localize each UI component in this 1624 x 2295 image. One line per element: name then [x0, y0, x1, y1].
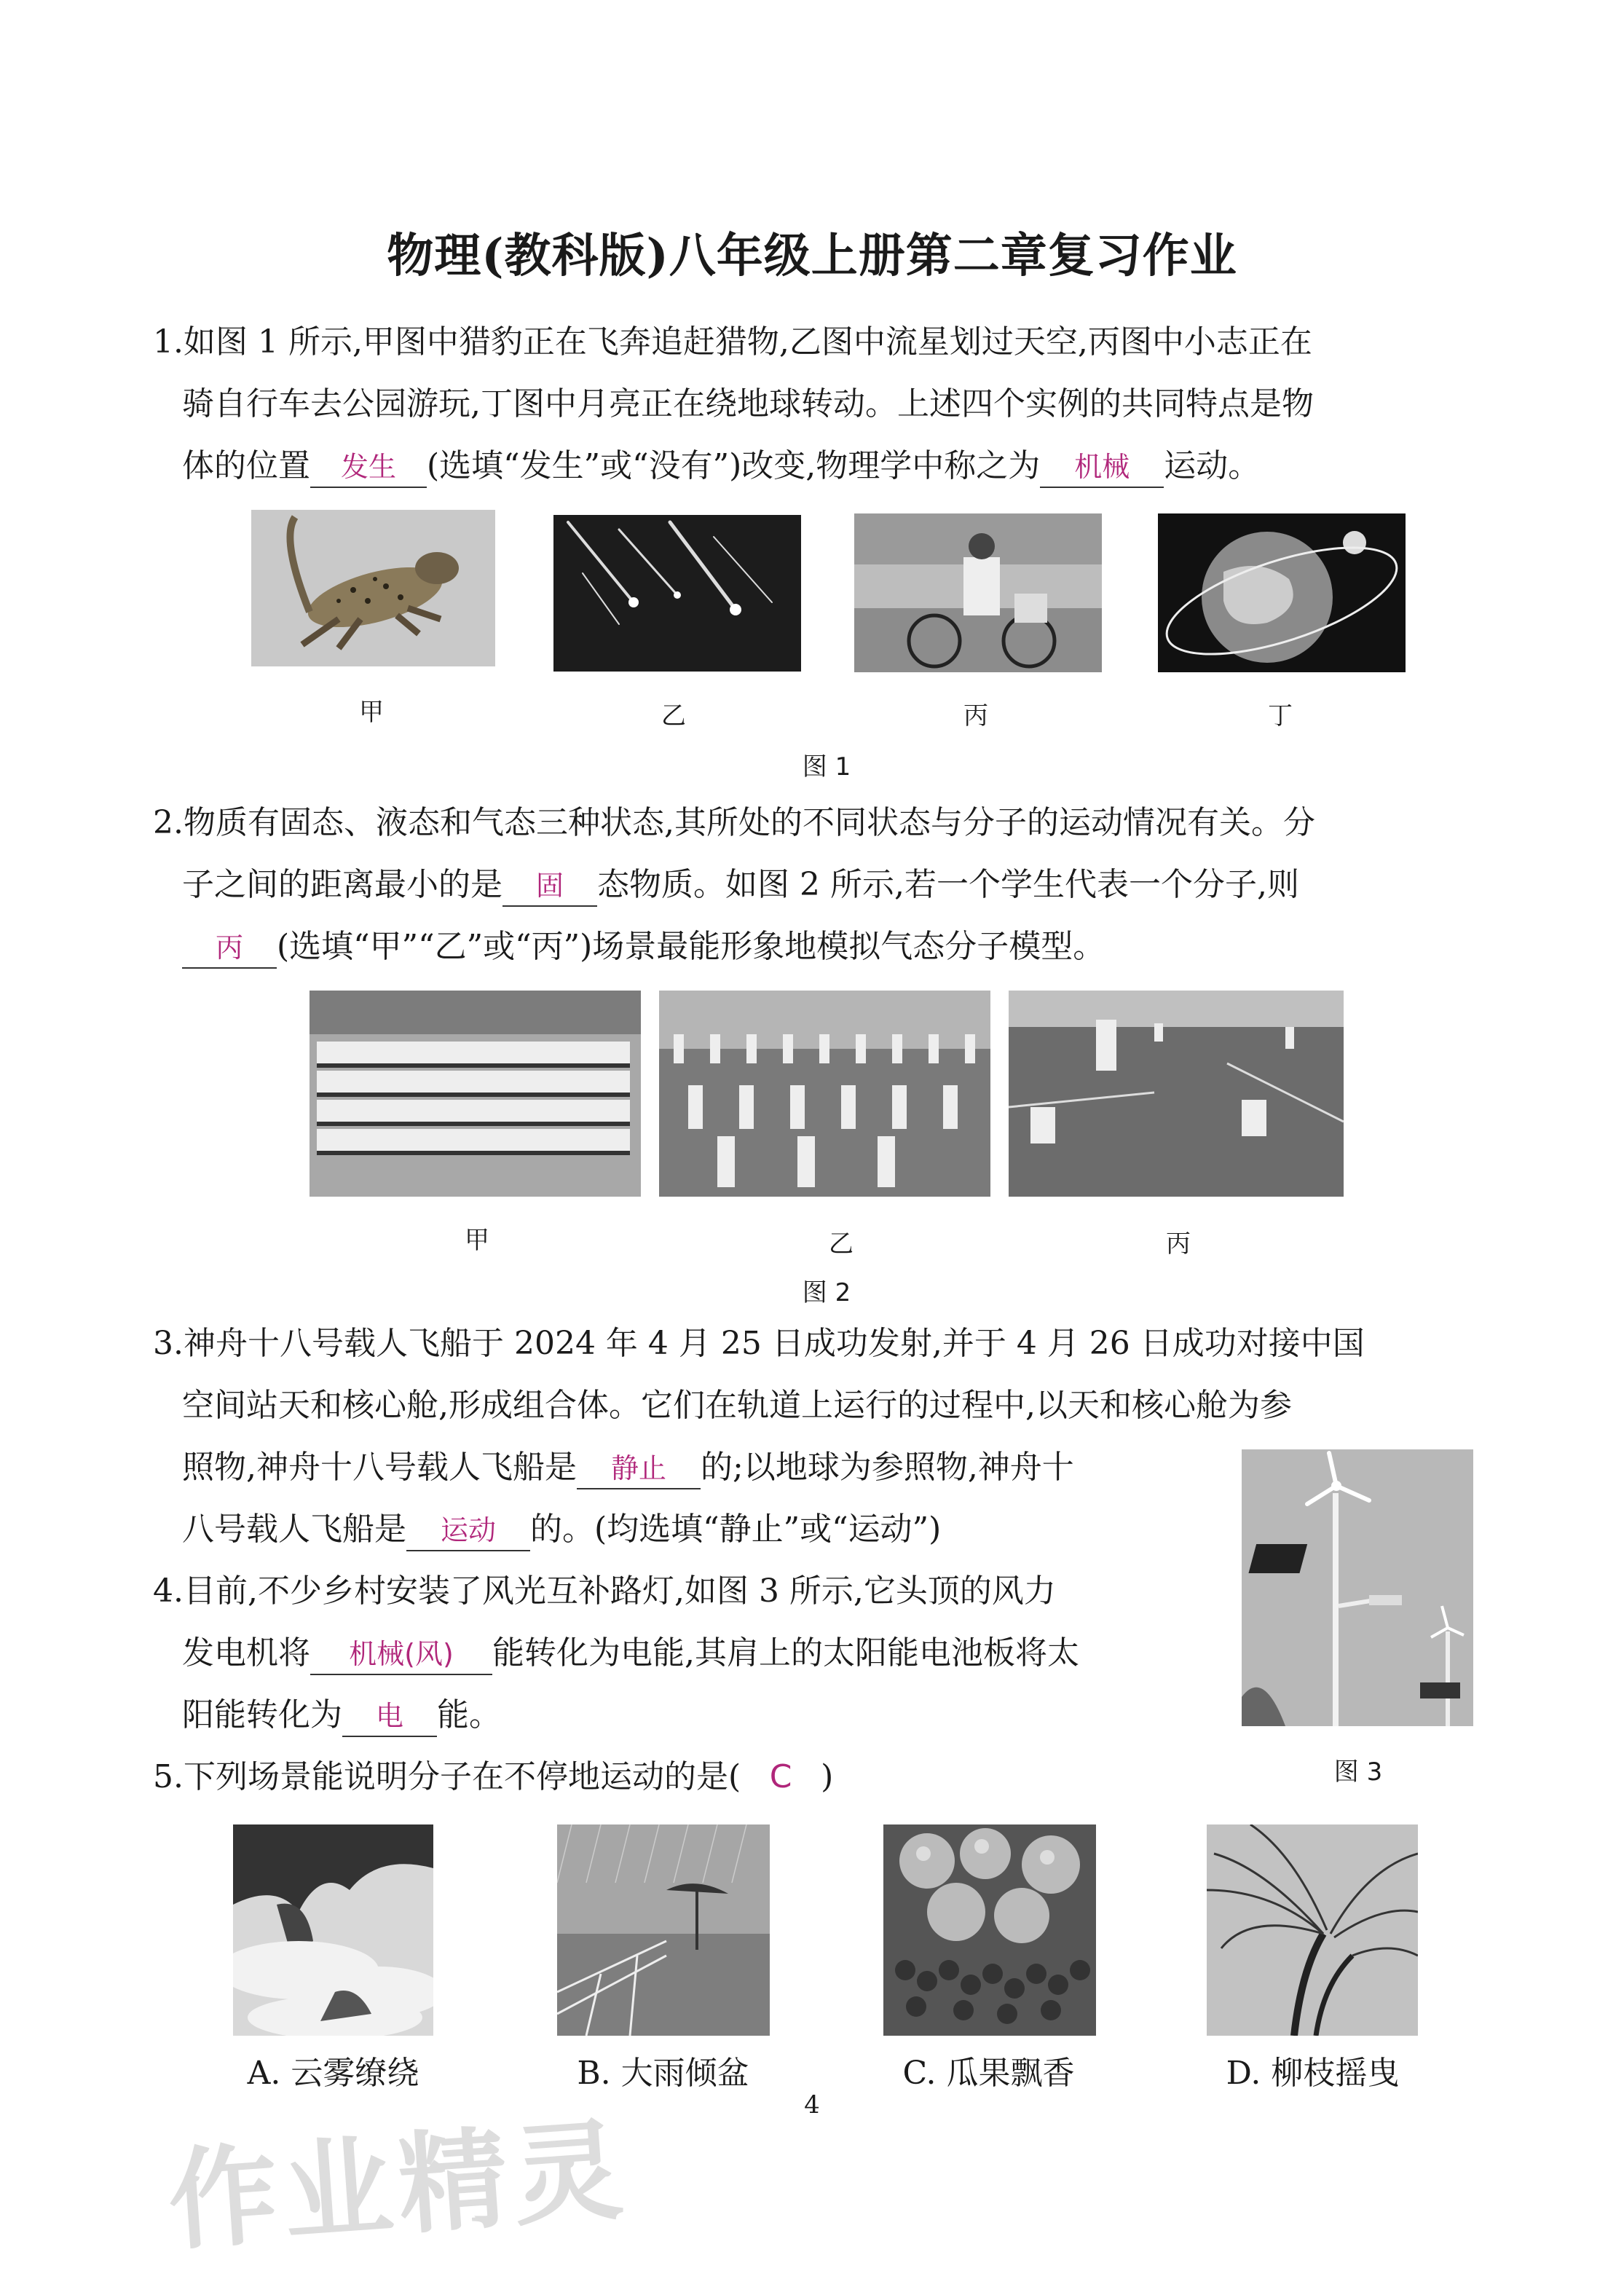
q2-text-a: 子之间的距离最小的是 [182, 866, 502, 903]
q3-answer-blank-1: 静止 [577, 1449, 701, 1489]
option-d-willow-image [1207, 1824, 1418, 2036]
q3-text-a: 照物,神舟十八号载人飞船是 [182, 1449, 577, 1486]
option-b-rain-image [557, 1824, 770, 2036]
q3-answer-blank-2: 运动 [406, 1511, 530, 1551]
q4-answer-blank-2: 电 [342, 1696, 437, 1737]
q2-line2 [182, 863, 1299, 907]
q1-line3 [182, 444, 1260, 488]
q4-line2 [182, 1631, 1079, 1675]
option-a-label: A. 云雾缭绕 [247, 2055, 419, 2092]
q1-line1: 1.如图 1 所示,甲图中猎豹正在飞奔追赶猎物,乙图中流星划过天空,丙图中小志正在 [153, 323, 1312, 361]
figure2-scattered-students-image [1009, 991, 1344, 1197]
q4-answer-blank-1: 机械(风) [310, 1634, 492, 1675]
q4-text-a: 发电机将 [182, 1634, 310, 1672]
q3-text-c: 八号载人飞船是 [182, 1511, 406, 1548]
figure1-meteor-image [553, 515, 801, 672]
watermark-logo: 作业精灵 [164, 2107, 633, 2266]
figure1-caption-a: 甲 [359, 698, 384, 727]
option-a-clouds-image [233, 1824, 433, 2036]
option-d-label: D. 柳枝摇曳 [1226, 2055, 1400, 2092]
page-title: 物理(教科版)八年级上册第二章复习作业 [387, 229, 1237, 283]
q3-line1: 3.神舟十八号载人飞船于 2024 年 4 月 25 日成功发射,并于 4 月 26 日成功对接中国 [153, 1325, 1365, 1362]
q1-answer-blank-2: 机械 [1040, 447, 1164, 488]
figure1-caption-d: 丁 [1268, 701, 1293, 731]
figure2-caption-a: 甲 [465, 1226, 489, 1255]
q2-answer-blank-2: 丙 [182, 928, 277, 969]
figure1-bicycle-image [854, 513, 1102, 672]
q3-text-d: 的。(均选填“静止”或“运动”) [530, 1511, 942, 1548]
option-c-label: C. 瓜果飘香 [902, 2055, 1075, 2092]
figure2-spread-crowd-image [659, 991, 990, 1197]
figure3-label: 图 3 [1333, 1757, 1383, 1787]
q3-line4 [182, 1508, 941, 1551]
q2-text-b: 态物质。如图 2 所示,若一个学生代表一个分子,则 [597, 866, 1299, 903]
q2-answer-blank-1: 固 [502, 866, 597, 907]
q5-text: 5.下列场景能说明分子在不停地运动的是( [153, 1758, 741, 1795]
figure1-label: 图 1 [802, 752, 851, 782]
q1-answer-blank-1: 发生 [310, 447, 427, 488]
option-c-fruit-image [883, 1824, 1096, 2036]
q4-text-d: 能。 [437, 1696, 501, 1733]
figure2-label: 图 2 [802, 1278, 851, 1307]
q2-line1: 2.物质有固态、液态和气态三种状态,其所处的不同状态与分子的运动情况有关。分 [153, 804, 1315, 841]
q1-text-b: (选填“发生”或“没有”)改变,物理学中称之为 [427, 447, 1041, 484]
figure2-caption-b: 乙 [829, 1229, 854, 1259]
q3-line3 [182, 1446, 1074, 1489]
figure1-caption-c: 丙 [963, 701, 988, 731]
option-b-label: B. 大雨倾盆 [577, 2055, 749, 2092]
figure1-cheetah-image [251, 510, 495, 666]
q1-line2: 骑自行车去公园游玩,丁图中月亮正在绕地球转动。上述四个实例的共同特点是物 [182, 385, 1314, 422]
q1-text-a: 体的位置 [182, 447, 310, 484]
page-number: 4 [804, 2090, 820, 2119]
q4-line3 [182, 1693, 501, 1737]
q5-close-paren: ) [821, 1758, 834, 1795]
q2-text-c: (选填“甲”“乙”或“丙”)场景最能形象地模拟气态分子模型。 [277, 928, 1105, 965]
figure2-caption-c: 丙 [1166, 1229, 1191, 1259]
q4-text-b: 能转化为电能,其肩上的太阳能电池板将太 [492, 1634, 1079, 1672]
q5-answer: C [769, 1758, 792, 1795]
figure1-caption-b: 乙 [661, 701, 686, 731]
q4-line1: 4.目前,不少乡村安装了风光互补路灯,如图 3 所示,它头顶的风力 [153, 1572, 1056, 1610]
figure2-dense-crowd-image [310, 991, 641, 1197]
q3-text-b: 的;以地球为参照物,神舟十 [701, 1449, 1074, 1486]
figure1-earth-moon-image [1158, 513, 1406, 672]
q2-line3 [182, 925, 1105, 969]
q1-text-c: 运动。 [1164, 447, 1261, 484]
q4-text-c: 阳能转化为 [182, 1696, 342, 1733]
figure3-streetlight-image [1242, 1449, 1473, 1726]
q5-stem [153, 1755, 833, 1799]
q3-line2: 空间站天和核心舱,形成组合体。它们在轨道上运行的过程中,以天和核心舱为参 [182, 1387, 1292, 1424]
